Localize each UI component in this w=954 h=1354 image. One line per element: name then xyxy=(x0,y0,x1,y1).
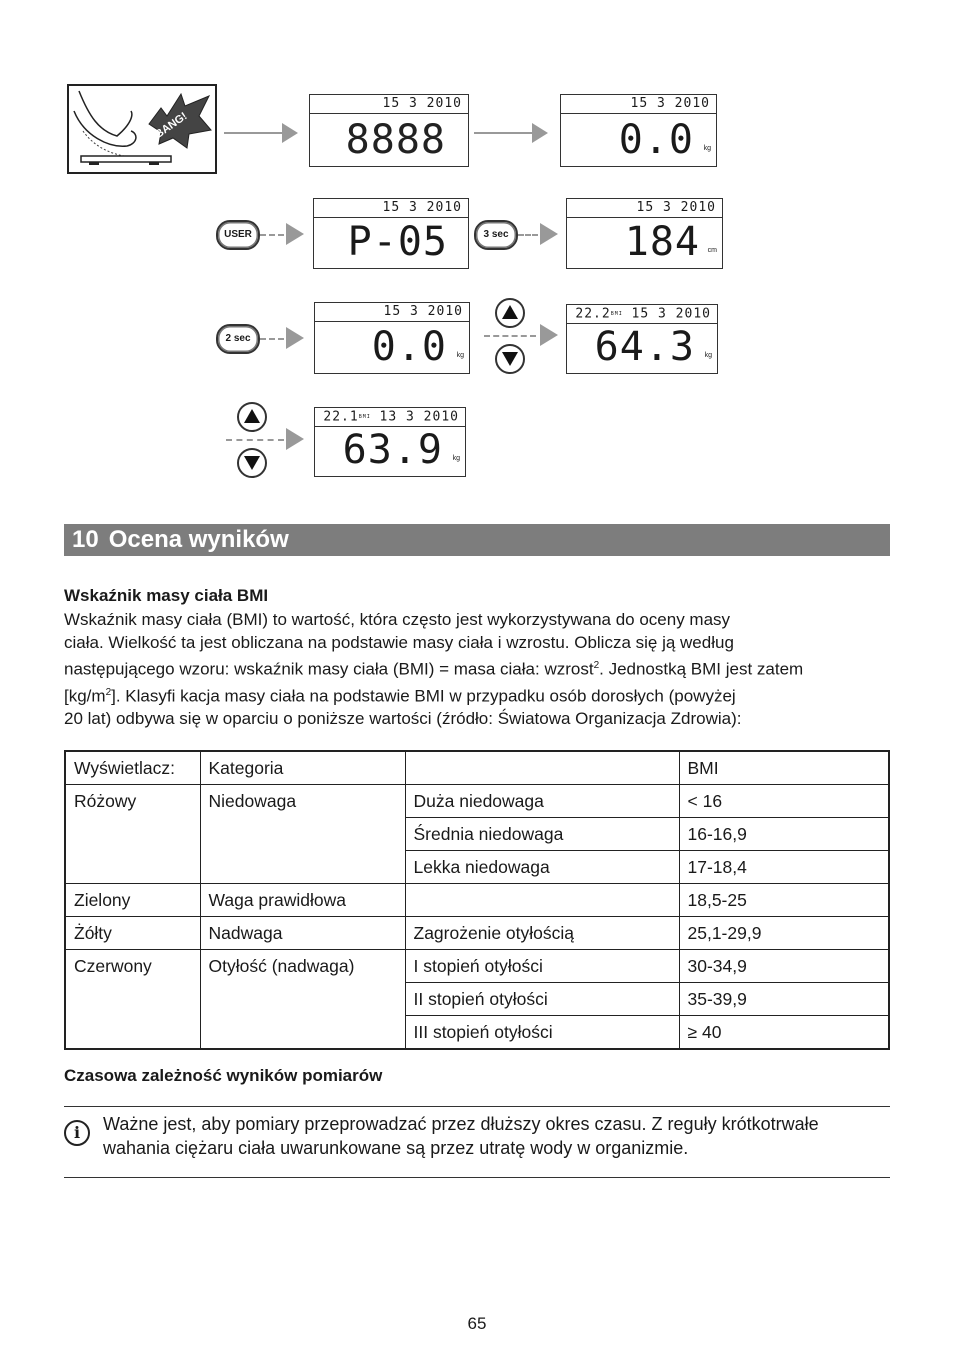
arrowhead-1 xyxy=(286,223,304,245)
bmi-cell: 35-39,9 xyxy=(679,983,889,1016)
display-cell: Różowy xyxy=(65,785,200,884)
lcd-display-3 xyxy=(313,198,469,269)
lcd-unit: kg xyxy=(703,145,711,152)
arrow-2 xyxy=(474,132,534,134)
up-button-2[interactable] xyxy=(237,402,267,432)
dashed-arrow-5 xyxy=(226,439,284,441)
arrowhead-5 xyxy=(286,428,304,450)
lcd-bmi-tag: BMI xyxy=(610,311,623,317)
category-cell: Nadwaga xyxy=(200,917,405,950)
dashed-arrow-2 xyxy=(518,234,538,236)
table-row xyxy=(65,950,889,983)
subcategory-cell: I stopień otyłości xyxy=(405,950,679,983)
lcd-date: 15 3 2010 xyxy=(567,199,722,218)
lcd-date: 15 3 2010 xyxy=(561,95,716,114)
table-row xyxy=(65,785,889,818)
user-button[interactable] xyxy=(216,220,260,250)
bmi-paragraph xyxy=(64,608,890,730)
subcategory-cell xyxy=(405,884,679,917)
lcd-date-bmi xyxy=(315,408,465,427)
down-arrow-icon xyxy=(244,456,260,470)
lcd-date: 13 3 2010 xyxy=(379,409,459,425)
bang-label: BANG! xyxy=(153,110,190,141)
lcd-date: 15 3 2010 xyxy=(310,95,468,114)
paragraph-line: następującego wzoru: wskaźnik masy ciała (BMI) = masa ciała: wzrost$^2$. Jednostką BMI jest zatem xyxy=(64,659,804,679)
arrowhead-4 xyxy=(540,324,558,346)
dashed-arrow-1 xyxy=(260,234,284,236)
down-button-2[interactable] xyxy=(237,448,267,478)
lcd-value: P-05 xyxy=(347,219,448,265)
display-cell: Żółty xyxy=(65,917,200,950)
lcd-value: 8888 xyxy=(345,117,446,163)
category-cell: Niedowaga xyxy=(200,785,405,884)
lcd-display-1 xyxy=(309,94,469,167)
table-row xyxy=(65,917,889,950)
subcategory-cell: Zagrożenie otyłością xyxy=(405,917,679,950)
section-heading xyxy=(64,524,890,556)
lcd-display-7 xyxy=(314,407,466,477)
subcategory-cell: Duża niedowaga xyxy=(405,785,679,818)
subcategory-cell: III stopień otyłości xyxy=(405,1016,679,1050)
lcd-date: 15 3 2010 xyxy=(631,306,711,322)
lcd-unit: kg xyxy=(452,455,460,462)
lcd-value: 63.9 xyxy=(342,427,443,473)
lcd-date-bmi xyxy=(567,305,717,324)
bmi-cell: 16-16,9 xyxy=(679,818,889,851)
bmi-cell: < 16 xyxy=(679,785,889,818)
two-sec-label: 2 sec xyxy=(225,333,251,344)
bmi-cell: 30-34,9 xyxy=(679,950,889,983)
lcd-value: 0.0 xyxy=(371,324,447,370)
display-cell: Czerwony xyxy=(65,950,200,1050)
lcd-unit: cm xyxy=(707,247,717,254)
table-row xyxy=(65,884,889,917)
dashed-arrow-3 xyxy=(260,338,284,340)
subcategory-cell: Średnia niedowaga xyxy=(405,818,679,851)
three-sec-indicator xyxy=(474,220,518,250)
page-number: 65 xyxy=(467,1314,487,1333)
up-arrow-icon xyxy=(244,409,260,423)
category-cell: Otyłość (nadwaga) xyxy=(200,950,405,1050)
info-note xyxy=(103,1112,819,1160)
display-cell: Zielony xyxy=(65,884,200,917)
paragraph-line: $[kg/m^2]$. Klasyfi kacja masy ciała na podstawie BMI w przypadku osób dorosłych (powyżej xyxy=(64,686,736,706)
bmi-table xyxy=(64,750,890,1050)
lcd-date: 15 3 2010 xyxy=(314,199,468,218)
bmi-heading: Wskaźnik masy ciała BMI xyxy=(64,586,269,605)
lcd-display-6 xyxy=(566,304,718,374)
divider-top xyxy=(64,1106,890,1107)
foot-icon xyxy=(69,86,215,172)
lcd-bmi-value: 22.2 xyxy=(575,306,611,322)
two-sec-indicator xyxy=(216,324,260,354)
lcd-value: 184 xyxy=(624,219,700,265)
foot-scale-illustration xyxy=(67,84,217,174)
lcd-unit: kg xyxy=(456,352,464,359)
lcd-bmi-value: 22.1 xyxy=(323,409,359,425)
category-cell: Waga prawidłowa xyxy=(200,884,405,917)
arrow-1 xyxy=(224,132,284,134)
lcd-date: 15 3 2010 xyxy=(315,303,469,322)
note-line: wahania ciężaru ciała uwarunkowane są przez utratę wody w organizmie. xyxy=(103,1138,689,1158)
lcd-unit: kg xyxy=(704,352,712,359)
up-arrow-icon xyxy=(502,305,518,319)
note-line: Ważne jest, aby pomiary przeprowadzać przez dłuższy okres czasu. Z reguły krótkotrwałe xyxy=(103,1114,819,1134)
header-cell: Wyświetlacz: xyxy=(65,751,200,785)
bmi-cell: ≥ 40 xyxy=(679,1016,889,1050)
subcategory-cell: Lekka niedowaga xyxy=(405,851,679,884)
lcd-display-2 xyxy=(560,94,717,167)
paragraph-line: Wskaźnik masy ciała (BMI) to wartość, która często jest wykorzystywana do oceny masy xyxy=(64,610,731,629)
lcd-value: 0.0 xyxy=(618,117,694,163)
three-sec-label: 3 sec xyxy=(483,229,509,240)
up-button[interactable] xyxy=(495,298,525,328)
header-cell: BMI xyxy=(679,751,889,785)
lcd-display-5 xyxy=(314,302,470,374)
header-cell xyxy=(405,751,679,785)
info-icon: i xyxy=(64,1120,90,1146)
lcd-value: 64.3 xyxy=(594,324,695,370)
lcd-bmi-tag: BMI xyxy=(358,414,371,420)
lcd-display-4 xyxy=(566,198,723,269)
arrowhead-3 xyxy=(286,327,304,349)
bmi-cell: 25,1-29,9 xyxy=(679,917,889,950)
down-button[interactable] xyxy=(495,344,525,374)
bmi-cell: 18,5-25 xyxy=(679,884,889,917)
paragraph-line: 20 lat) odbywa się w oparciu o poniższe wartości (źródło: Światowa Organizacja Zdrowia): xyxy=(64,709,742,729)
bmi-cell: 17-18,4 xyxy=(679,851,889,884)
subcategory-cell: II stopień otyłości xyxy=(405,983,679,1016)
paragraph-line: ciała. Wielkość ta jest obliczana na podstawie masy ciała i wzrostu. Oblicza się ją według xyxy=(64,633,734,652)
section-title: Ocena wyników xyxy=(108,526,289,553)
arrowhead-2 xyxy=(540,223,558,245)
section-number: 10 xyxy=(72,526,99,553)
time-heading: Czasowa zależność wyników pomiarów xyxy=(64,1066,383,1085)
header-cell: Kategoria xyxy=(200,751,405,785)
down-arrow-icon xyxy=(502,352,518,366)
user-button-label: USER xyxy=(224,229,252,240)
dashed-arrow-4 xyxy=(484,335,536,337)
table-header-row xyxy=(65,751,889,785)
divider-bottom xyxy=(64,1177,890,1178)
